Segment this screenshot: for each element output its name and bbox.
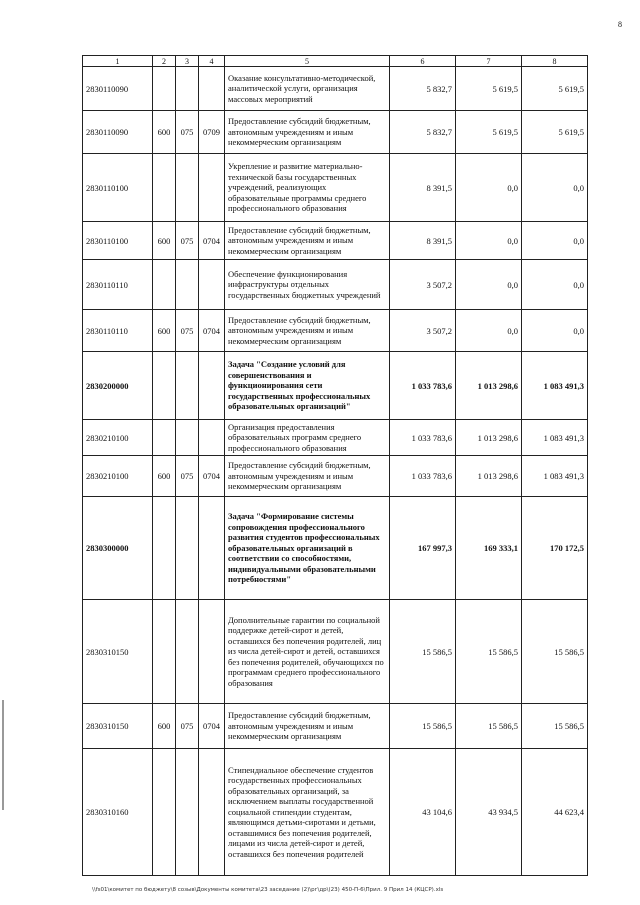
row-vr-cell — [153, 154, 176, 222]
table-row — [83, 704, 588, 749]
row-code-cell: 2830110100 — [83, 154, 153, 222]
row-value-6-cell: 43 104,6 — [390, 749, 456, 876]
row-value-6-cell: 8 391,5 — [390, 222, 456, 260]
row-value-8-cell: 44 623,4 — [522, 749, 588, 876]
table-row — [83, 67, 588, 111]
row-value-8-cell: 0,0 — [522, 310, 588, 352]
row-value-7-cell: 15 586,5 — [456, 600, 522, 704]
row-grbs-cell — [176, 749, 199, 876]
row-vr-cell: 600 — [153, 222, 176, 260]
row-code-cell: 2830210100 — [83, 456, 153, 497]
row-grbs-cell — [176, 352, 199, 420]
row-code-cell: 2830200000 — [83, 352, 153, 420]
row-grbs-cell — [176, 154, 199, 222]
row-grbs-cell — [176, 67, 199, 111]
row-grbs-cell — [176, 497, 199, 600]
table-row — [83, 749, 588, 876]
row-grbs-cell: 075 — [176, 111, 199, 154]
row-code-cell: 2830310150 — [83, 600, 153, 704]
row-section-cell: 0704 — [199, 456, 225, 497]
row-section-cell — [199, 260, 225, 310]
header-cell: 8 — [522, 56, 588, 67]
table-row — [83, 456, 588, 497]
row-grbs-cell: 075 — [176, 310, 199, 352]
table-row — [83, 497, 588, 600]
row-value-6-cell: 1 033 783,6 — [390, 456, 456, 497]
row-value-8-cell: 1 083 491,3 — [522, 352, 588, 420]
row-value-8-cell: 0,0 — [522, 260, 588, 310]
row-code-cell: 2830310150 — [83, 704, 153, 749]
row-section-cell: 0704 — [199, 222, 225, 260]
row-vr-cell — [153, 749, 176, 876]
row-value-7-cell: 43 934,5 — [456, 749, 522, 876]
header-cell: 7 — [456, 56, 522, 67]
row-grbs-cell — [176, 600, 199, 704]
table-row — [83, 154, 588, 222]
row-value-6-cell: 1 033 783,6 — [390, 352, 456, 420]
row-code-cell: 2830110100 — [83, 222, 153, 260]
row-value-8-cell: 15 586,5 — [522, 600, 588, 704]
header-cell: 3 — [176, 56, 199, 67]
row-name-cell: Задача "Формирование системы сопровождения профессионального развития студентов профессиональных образовательных организаций в соответствии со способностями, индивидуальными образовательными потребностями" — [225, 497, 390, 600]
row-section-cell — [199, 352, 225, 420]
row-value-8-cell: 1 083 491,3 — [522, 456, 588, 497]
row-code-cell: 2830110110 — [83, 310, 153, 352]
row-grbs-cell: 075 — [176, 704, 199, 749]
row-value-7-cell: 1 013 298,6 — [456, 456, 522, 497]
row-section-cell — [199, 154, 225, 222]
row-name-cell: Дополнительные гарантии по социальной поддержке детей-сирот и детей, оставшихся без попечения родителей, лиц из числа детей-сирот и детей, оставшихся без попечения родителей, обучающихся по программам среднего профессионального образования — [225, 600, 390, 704]
row-value-8-cell: 1 083 491,3 — [522, 420, 588, 456]
row-vr-cell — [153, 352, 176, 420]
row-section-cell: 0704 — [199, 704, 225, 749]
row-value-7-cell: 0,0 — [456, 260, 522, 310]
row-section-cell — [199, 600, 225, 704]
row-value-6-cell: 167 997,3 — [390, 497, 456, 600]
row-section-cell: 0709 — [199, 111, 225, 154]
table-row — [83, 222, 588, 260]
row-value-7-cell: 0,0 — [456, 222, 522, 260]
row-vr-cell — [153, 497, 176, 600]
row-value-6-cell: 15 586,5 — [390, 704, 456, 749]
row-grbs-cell — [176, 260, 199, 310]
row-section-cell — [199, 749, 225, 876]
row-value-7-cell: 5 619,5 — [456, 67, 522, 111]
row-vr-cell — [153, 67, 176, 111]
row-vr-cell: 600 — [153, 456, 176, 497]
row-value-6-cell: 3 507,2 — [390, 260, 456, 310]
row-code-cell: 2830110110 — [83, 260, 153, 310]
row-grbs-cell: 075 — [176, 222, 199, 260]
row-value-6-cell: 5 832,7 — [390, 67, 456, 111]
row-value-8-cell: 15 586,5 — [522, 704, 588, 749]
row-name-cell: Стипендиальное обеспечение студентов государственных профессиональных образовательных организаций, за исключением выплаты государственной социальной стипендии студентам, являющимся детьми-сиротами и детьми, оставшимися без попечения родителей, лицами из числа детей-сирот и детей, оставшихся без попечения родителей — [225, 749, 390, 876]
header-cell: 1 — [83, 56, 153, 67]
table-row — [83, 352, 588, 420]
row-value-8-cell: 0,0 — [522, 222, 588, 260]
row-code-cell: 2830310160 — [83, 749, 153, 876]
row-name-cell: Предоставление субсидий бюджетным, автономным учреждениям и иным некоммерческим организациям — [225, 456, 390, 497]
file-path-footer: \\fs01\комитет по бюджету\8 созыв\Документы комитета\23 заседание (2)\рг\др\(23) 450-П-6\Прил. 9 Прил 14 (КЦСР).xls — [92, 887, 444, 893]
row-value-7-cell: 1 013 298,6 — [456, 352, 522, 420]
header-cell: 4 — [199, 56, 225, 67]
row-name-cell: Организация предоставления образовательных программ среднего профессионального образования — [225, 420, 390, 456]
row-grbs-cell: 075 — [176, 456, 199, 497]
row-code-cell: 2830300000 — [83, 497, 153, 600]
margin-scan-mark — [2, 700, 4, 810]
row-vr-cell: 600 — [153, 704, 176, 749]
row-name-cell: Предоставление субсидий бюджетным, автономным учреждениям и иным некоммерческим организациям — [225, 310, 390, 352]
row-value-6-cell: 8 391,5 — [390, 154, 456, 222]
table-row — [83, 310, 588, 352]
row-name-cell: Предоставление субсидий бюджетным, автономным учреждениям и иным некоммерческим организациям — [225, 111, 390, 154]
header-cell: 5 — [225, 56, 390, 67]
row-grbs-cell — [176, 420, 199, 456]
row-name-cell: Задача "Создание условий для совершенствования и функционирования сети государственных профессиональных образовательных организаций" — [225, 352, 390, 420]
row-section-cell — [199, 67, 225, 111]
row-vr-cell — [153, 260, 176, 310]
row-vr-cell: 600 — [153, 111, 176, 154]
row-name-cell: Укрепление и развитие материально-технической базы государственных учреждений, реализующих образовательные программы среднего профессионального образования — [225, 154, 390, 222]
row-value-7-cell: 5 619,5 — [456, 111, 522, 154]
row-value-8-cell: 5 619,5 — [522, 111, 588, 154]
row-vr-cell: 600 — [153, 310, 176, 352]
row-name-cell: Предоставление субсидий бюджетным, автономным учреждениям и иным некоммерческим организациям — [225, 704, 390, 749]
row-code-cell: 2830210100 — [83, 420, 153, 456]
table-header-row — [83, 56, 588, 67]
row-value-8-cell: 170 172,5 — [522, 497, 588, 600]
table-row — [83, 111, 588, 154]
row-code-cell: 2830110090 — [83, 111, 153, 154]
row-code-cell: 2830110090 — [83, 67, 153, 111]
row-value-8-cell: 0,0 — [522, 154, 588, 222]
row-value-6-cell: 15 586,5 — [390, 600, 456, 704]
table-row — [83, 420, 588, 456]
row-vr-cell — [153, 420, 176, 456]
header-cell: 2 — [153, 56, 176, 67]
row-name-cell: Обеспечение функционирования инфраструктуры отдельных государственных бюджетных учреждений — [225, 260, 390, 310]
row-value-7-cell: 0,0 — [456, 154, 522, 222]
row-section-cell — [199, 497, 225, 600]
table-row — [83, 260, 588, 310]
row-section-cell — [199, 420, 225, 456]
row-value-7-cell: 15 586,5 — [456, 704, 522, 749]
row-value-7-cell: 1 013 298,6 — [456, 420, 522, 456]
table-row — [83, 600, 588, 704]
row-vr-cell — [153, 600, 176, 704]
row-value-8-cell: 5 619,5 — [522, 67, 588, 111]
row-value-7-cell: 0,0 — [456, 310, 522, 352]
row-value-6-cell: 1 033 783,6 — [390, 420, 456, 456]
row-name-cell: Оказание консультативно-методической, аналитической услуги, организация массовых мероприятий — [225, 67, 390, 111]
row-value-6-cell: 5 832,7 — [390, 111, 456, 154]
row-section-cell: 0704 — [199, 310, 225, 352]
header-cell: 6 — [390, 56, 456, 67]
row-value-6-cell: 3 507,2 — [390, 310, 456, 352]
row-name-cell: Предоставление субсидий бюджетным, автономным учреждениям и иным некоммерческим организациям — [225, 222, 390, 260]
page-number: 8 — [618, 20, 622, 29]
row-value-7-cell: 169 333,1 — [456, 497, 522, 600]
budget-table — [82, 55, 588, 876]
